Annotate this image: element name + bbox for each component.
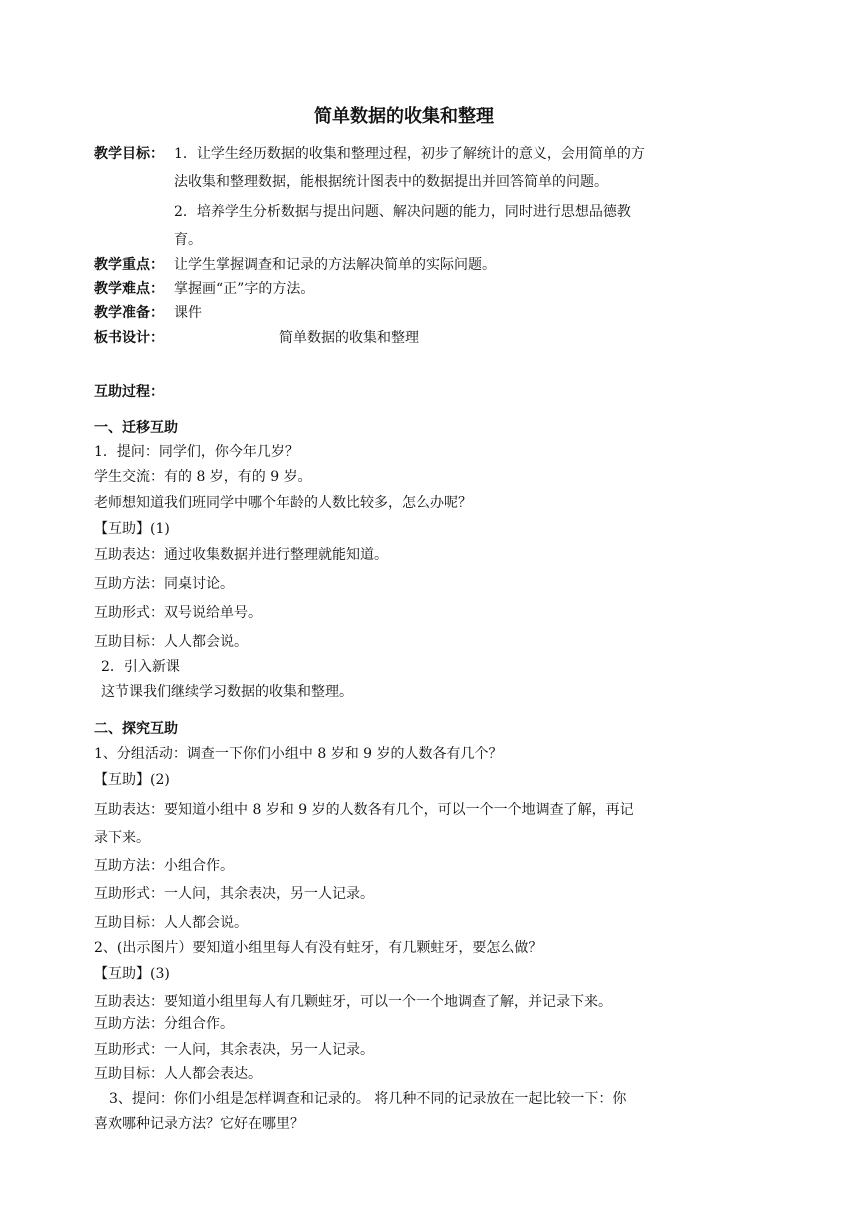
- process-heading: 互助过程：: [94, 384, 164, 400]
- section-1-line-6: 互助方法：同桌讨论。: [94, 576, 234, 592]
- section-1-line-3: 老师想知道我们班同学中哪个年龄的人数比较多，怎么办呢？: [94, 495, 472, 511]
- section-2-line-1: 1、分组活动：调查一下你们小组中 8 岁和 9 岁的人数各有几个？: [94, 746, 503, 762]
- key-point-text: 让学生掌握调查和记录的方法解决简单的实际问题。: [174, 257, 496, 273]
- difficulty-label: 教学难点：: [94, 281, 164, 297]
- objective-2-line-2: 育。: [174, 232, 202, 248]
- section-2-line-4: 录下来。: [94, 830, 150, 846]
- section-2-line-6: 互助形式：一人问，其余表决，另一人记录。: [94, 886, 374, 902]
- board-label: 板书设计：: [94, 330, 164, 346]
- page-title: 简单数据的收集和整理: [314, 106, 494, 127]
- preparation-label: 教学准备：: [94, 305, 164, 321]
- section-1-line-8: 互助目标：人人都会说。: [94, 634, 248, 650]
- section-1-line-2: 学生交流：有的 8 岁，有的 9 岁。: [94, 469, 312, 485]
- section-1-line-5: 互助表达：通过收集数据并进行整理就能知道。: [94, 547, 388, 563]
- objective-1-line-2: 法收集和整理数据，能根据统计图表中的数据提出并回答简单的问题。: [174, 174, 608, 190]
- section-1-line-1: 1．提问：同学们，你今年几岁？: [94, 444, 299, 460]
- difficulty-text: 掌握画“正”字的方法。: [174, 281, 315, 297]
- section-1-line-7: 互助形式：双号说给单号。: [94, 605, 262, 621]
- section-1-line-10: 这节课我们继续学习数据的收集和整理。: [101, 684, 353, 700]
- section-1-line-9: 2．引入新课: [101, 659, 180, 675]
- preparation-text: 课件: [174, 305, 202, 321]
- objectives-label: 教学目标：: [94, 146, 164, 162]
- section-2-line-5: 互助方法：小组合作。: [94, 858, 234, 874]
- objective-2-line-1: 2．培养学生分析数据与提出问题、解决问题的能力，同时进行思想品德教: [174, 204, 631, 220]
- section-1-heading: 一、迁移互助: [94, 420, 178, 436]
- section-2-line-9: 【互助】(3): [94, 966, 170, 982]
- section-2-line-7: 互助目标：人人都会说。: [94, 915, 248, 931]
- section-2-line-3: 互助表达：要知道小组中 8 岁和 9 岁的人数各有几个，可以一个一个地调查了解，再记: [94, 802, 634, 818]
- section-2-line-8: 2、(出示图片）要知道小组里每人有没有蛀牙，有几颗蛀牙，要怎么做？: [94, 940, 543, 956]
- section-2-line-15: 喜欢哪种记录方法？它好在哪里？: [94, 1116, 304, 1132]
- section-2-line-12: 互助形式：一人问，其余表决，另一人记录。: [94, 1042, 374, 1058]
- section-2-line-11: 互助方法：分组合作。: [94, 1016, 234, 1032]
- section-2-heading: 二、探究互助: [94, 721, 178, 737]
- section-1-line-4: 【互助】(1): [94, 521, 170, 537]
- section-2-line-10: 互助表达：要知道小组里每人有几颗蛀牙，可以一个一个地调查了解，并记录下来。: [94, 994, 612, 1010]
- board-text: 简单数据的收集和整理: [279, 330, 419, 346]
- section-2-line-13: 互助目标：人人都会表达。: [94, 1066, 262, 1082]
- key-point-label: 教学重点：: [94, 257, 164, 273]
- section-2-line-14: 3、提问：你们小组是怎样调查和记录的。 将几种不同的记录放在一起比较一下：你: [109, 1091, 627, 1107]
- section-2-line-2: 【互助】(2): [94, 772, 170, 788]
- objective-1-line-1: 1．让学生经历数据的收集和整理过程，初步了解统计的意义，会用简单的方: [174, 146, 645, 162]
